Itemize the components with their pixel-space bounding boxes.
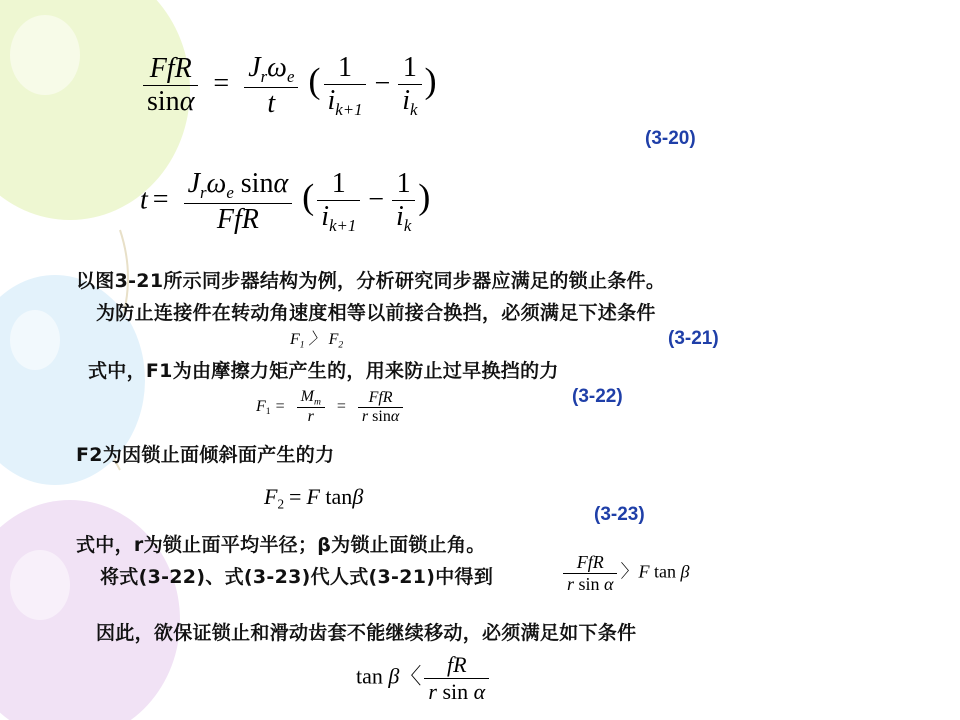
equation-number-3-20: (3-20) bbox=[645, 128, 696, 149]
equation-combined-inequality: $\frac{\text{FfR}}{\text{r sin α}}$ 〉F tan β bbox=[560, 552, 689, 595]
equation-3-21: $F_1$ 〉 $F_2$ bbox=[290, 331, 344, 351]
balloon-purple-highlight bbox=[10, 550, 70, 620]
equation-final-condition: tan β〈 $\frac{fR}{\text{r sin α}}$ bbox=[356, 652, 492, 705]
equation-3-22: $F_1$ = $\frac{M_m}{r}$ = $\frac{\text{FfR}}{\text{r sinα}}$ bbox=[256, 388, 406, 426]
equation-number-3-21: (3-21) bbox=[668, 328, 719, 349]
text-line-6: 将式(3-22)、式(3-23)代人式(3-21)中得到 bbox=[100, 566, 494, 588]
text-line-4: F2为因锁止面倾斜面产生的力 bbox=[76, 444, 335, 466]
equation-3-23: $F_2 = F$ tanβ bbox=[264, 484, 364, 512]
text-line-5: 式中，r为锁止面平均半径；β为锁止面锁止角。 bbox=[76, 534, 486, 556]
equation-3-20-first: $\frac{\text{FfR}}{\sin\alpha}$ = $\frac{J_r\omega_e}{t}$ ( $\frac{1}{i_{k+1}}$ − $\frac{1}{i_k}$ ) bbox=[140, 52, 437, 120]
text-line-7: 因此，欲保证锁止和滑动齿套不能继续移动，必须满足如下条件 bbox=[96, 622, 637, 644]
balloon-blue-highlight bbox=[10, 310, 60, 370]
equation-number-3-23: (3-23) bbox=[594, 504, 645, 525]
text-line-2: 为防止连接件在转动角速度相等以前接合换挡，必须满足下述条件 bbox=[96, 302, 656, 324]
text-line-1: 以图3-21所示同步器结构为例，分析研究同步器应满足的锁止条件。 bbox=[76, 270, 666, 292]
equation-3-20-second: t = $\frac{J_r\omega_e \sin\alpha}{\text{FfR}}$ ( $\frac{1}{i_{k+1}}$ − $\frac{1}{i_k}$ ) bbox=[140, 168, 431, 235]
equation-number-3-22: (3-22) bbox=[572, 386, 623, 407]
text-line-3: 式中，F1为由摩擦力矩产生的，用来防止过早换挡的力 bbox=[88, 360, 559, 382]
balloon-green-highlight bbox=[10, 15, 80, 95]
